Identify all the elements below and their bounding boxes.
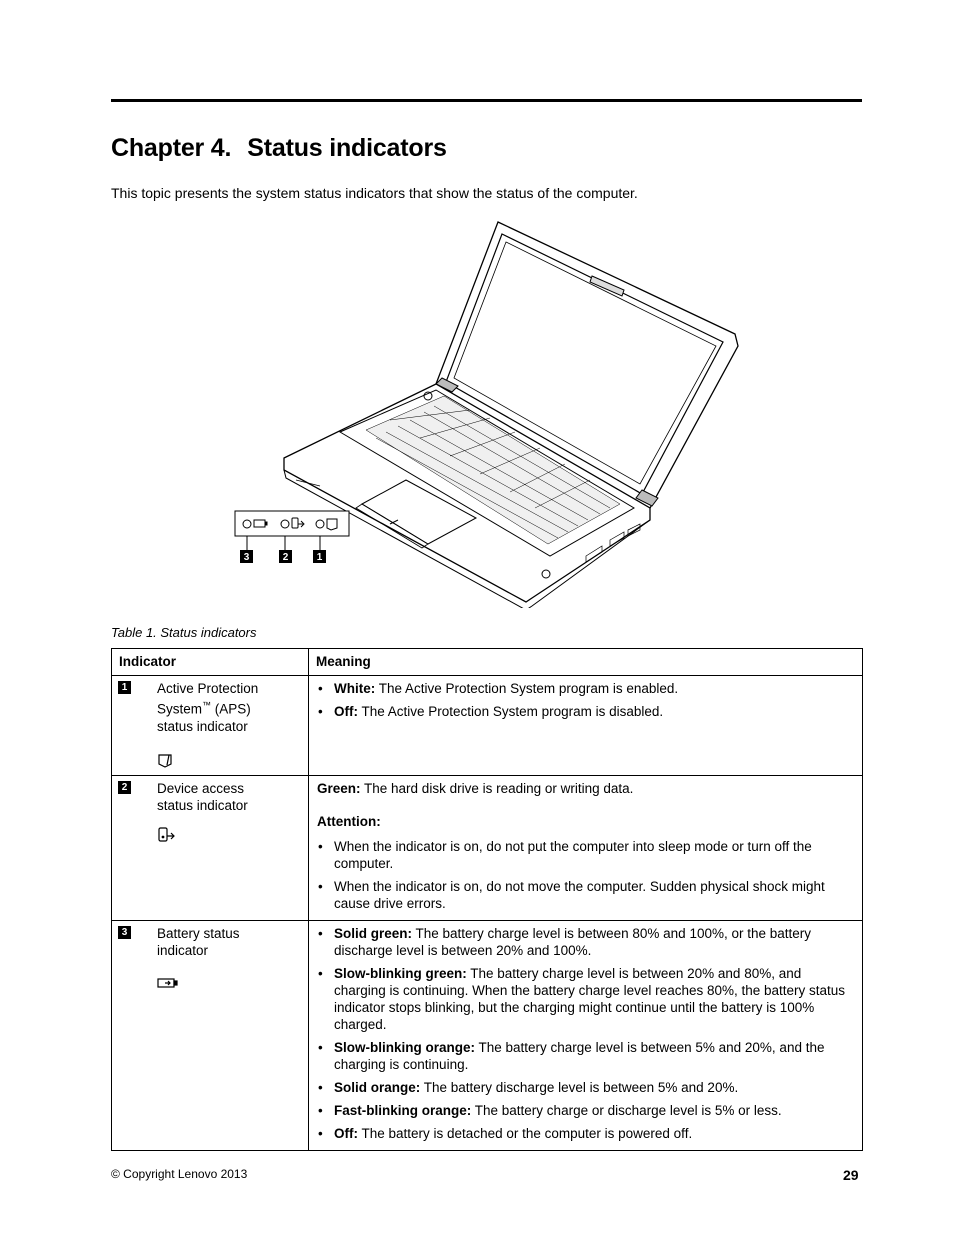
list-item: • Off: The battery is detached or the computer is powered off. <box>317 1125 854 1142</box>
list-item: • Slow-blinking green: The battery charge level is between 20% and 80%, and charging is continuing. When the battery charge level reaches 80%, the battery status indicator stops blinking, but the charging might continue until the battery is 100% charged. <box>317 965 854 1033</box>
svg-text:2: 2 <box>282 552 289 563</box>
chapter-label: Chapter 4. <box>111 134 232 162</box>
list-item: • When the indicator is on, do not put the computer into sleep mode or turn off the computer. <box>317 838 854 872</box>
row-number-badge: 1 <box>118 681 131 694</box>
list-item: • Solid orange: The battery discharge level is between 5% and 20%. <box>317 1079 854 1096</box>
row-number-badge: 2 <box>118 781 131 794</box>
attention-label: Attention: <box>317 813 381 829</box>
page-number: 29 <box>843 1167 859 1183</box>
indicator-name: Active Protection System™ (APS) status indicator <box>157 681 259 734</box>
table-header-row <box>112 649 863 676</box>
header-indicator: Indicator <box>112 649 309 676</box>
list-item: • White: The Active Protection System program is enabled. <box>317 680 854 697</box>
chapter-title-text: Status indicators <box>247 134 447 162</box>
disk-access-icon <box>157 826 177 844</box>
page-title <box>111 134 447 163</box>
chapter-rule <box>111 99 862 102</box>
list-item: • Fast-blinking orange: The battery charge or discharge level is 5% or less. <box>317 1102 854 1119</box>
list-item: • Slow-blinking orange: The battery charge level is between 5% and 20%, and the charging is continuing. <box>317 1039 854 1073</box>
table-row-device-access <box>112 775 863 920</box>
list-item: • Solid green: The battery charge level is between 80% and 100%, or the battery discharge level is between 20% and 100%. <box>317 925 854 959</box>
header-meaning: Meaning <box>309 649 863 676</box>
svg-text:1: 1 <box>316 552 323 563</box>
callout-1 <box>313 550 326 563</box>
indicator-name: Battery status indicator <box>157 925 240 958</box>
meaning-text: Green: The hard disk drive is reading or writing data. <box>317 780 634 796</box>
battery-icon <box>157 977 179 989</box>
aps-shield-icon <box>157 753 175 769</box>
table-row-battery <box>112 920 863 1150</box>
copyright-notice: © Copyright Lenovo 2013 <box>111 1167 248 1181</box>
list-item: • When the indicator is on, do not move the computer. Sudden physical shock might cause drive errors. <box>317 878 854 912</box>
row-number-badge: 3 <box>118 926 131 939</box>
list-item: • Off: The Active Protection System program is disabled. <box>317 703 854 720</box>
callout-2 <box>279 550 292 563</box>
intro-paragraph: This topic presents the system status indicators that show the status of the computer. <box>111 185 638 201</box>
svg-text:3: 3 <box>243 552 250 563</box>
status-indicators-table <box>111 648 863 1151</box>
laptop-illustration <box>230 218 750 608</box>
indicator-name: Device access status indicator <box>157 780 248 813</box>
table-caption: Table 1. Status indicators <box>111 625 257 640</box>
callout-3 <box>240 550 253 563</box>
table-row-aps <box>112 676 863 776</box>
